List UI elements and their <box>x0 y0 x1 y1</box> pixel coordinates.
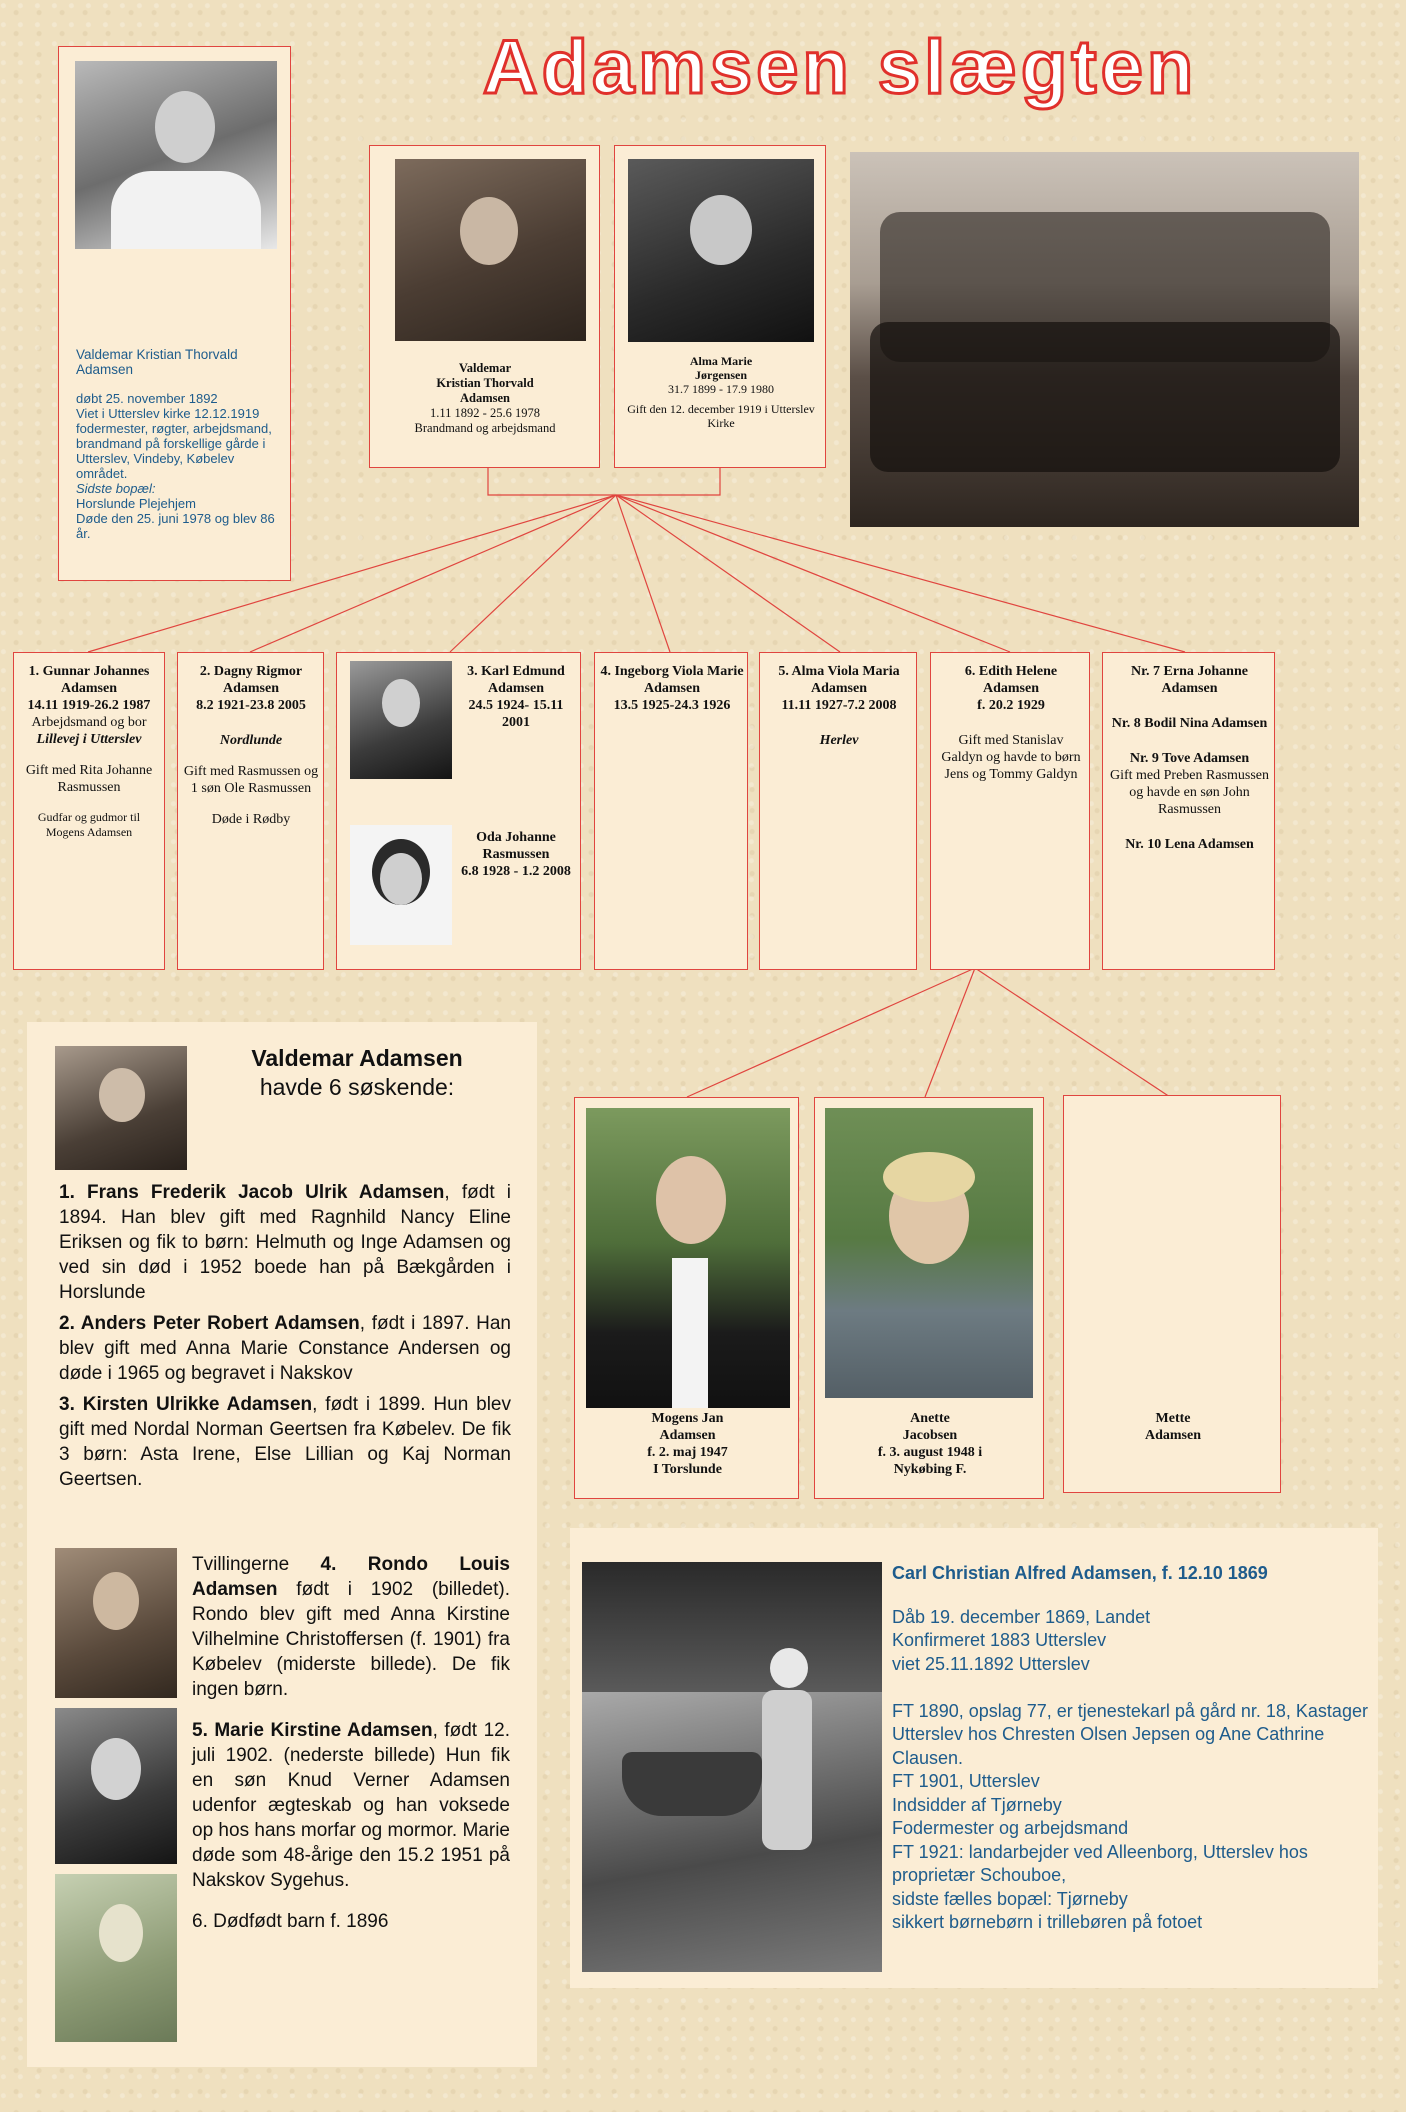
mother-photo <box>628 159 814 342</box>
child-dates: 8.2 1921-23.8 2005 <box>196 698 306 713</box>
family-group-photo <box>850 152 1359 527</box>
child-note: Gift med Rita Johanne Rasmussen <box>25 763 153 795</box>
grandchild-card-mogens <box>574 1097 799 1499</box>
father-photo <box>395 159 586 341</box>
child-card-7-10 <box>1102 652 1275 970</box>
grandchild-name: Jacobsen <box>902 1428 958 1443</box>
father-name: Adamsen <box>459 391 510 405</box>
child-place: Lillevej i Utterslev <box>36 732 142 747</box>
valdemar-info-card <box>58 46 291 581</box>
sibling-5-name: 5. Marie Kirstine Adamsen <box>192 1720 433 1741</box>
anette-photo <box>825 1108 1033 1398</box>
grandchild-name: Anette <box>910 1411 950 1426</box>
child-dates: 11.11 1927-7.2 2008 <box>781 698 897 713</box>
child-card-4 <box>594 652 748 970</box>
father-name: Valdemar <box>458 361 512 375</box>
valdemar-card-residence: Horslunde Plejehjem <box>76 496 196 511</box>
child-name: 5. Alma Viola Maria Adamsen <box>778 664 900 696</box>
sibling-2-text: , født i 1897. Han blev gift med Anna Marie Constance Andersen og døde i 1965 og begravet i Nakskov <box>59 1313 511 1384</box>
child-name: 3. Karl Edmund Adamsen <box>467 664 565 696</box>
child-card-1 <box>13 652 165 970</box>
child-note: Gift med Stanislav Galdyn og havde to børn Jens og Tommy Galdyn <box>941 733 1081 782</box>
siblings-panel <box>27 1022 537 2067</box>
valdemar-card-death: Døde den 25. juni 1978 og blev 86 år. <box>76 511 275 541</box>
grandchild-name: Adamsen <box>659 1428 716 1443</box>
valdemar-portrait-photo <box>75 61 277 249</box>
child-note: Gudfar og gudmor til Mogens Adamsen <box>37 810 141 839</box>
sibling-6-text: 6. Dødfødt barn f. 1896 <box>192 1911 389 1932</box>
page-title: Adamsen slægten <box>482 25 1198 110</box>
child-place: Herlev <box>819 733 859 748</box>
mother-name: Alma Marie <box>689 354 753 368</box>
child-name: Nr. 10 Lena Adamsen <box>1125 837 1254 852</box>
carl-wheelbarrow-photo <box>582 1562 882 1972</box>
carl-line: viet 25.11.1892 Utterslev <box>892 1653 1090 1674</box>
child-name: 4. Ingeborg Viola Marie Adamsen <box>600 664 744 696</box>
father-card <box>369 145 600 468</box>
sibling-3-text: , født i 1899. Hun blev gift med Nordal Norman Geertsen fra Købelev. De fik 3 børn: Asta Irene, Else Lillian og Kaj Norman Geertsen. <box>59 1394 511 1490</box>
child-name: Nr. 7 Erna Johanne Adamsen <box>1131 664 1248 696</box>
child-dates: 14.11 1919-26.2 1987 <box>27 698 151 713</box>
mother-dates: 31.7 1899 - 17.9 1980 <box>668 382 774 396</box>
mother-note: Gift den 12. december 1919 i Utterslev Kirke <box>627 402 815 430</box>
spouse-name: Oda Johanne Rasmussen <box>476 830 556 862</box>
mother-card <box>614 145 826 468</box>
carl-heading: Carl Christian Alfred Adamsen, f. 12.10 1869 <box>892 1563 1268 1583</box>
valdemar-card-name: Valdemar Kristian Thorvald Adamsen <box>76 347 238 377</box>
sibling-2-name: 2. Anders Peter Robert Adamsen <box>59 1313 360 1334</box>
child-note: Gift med Rasmussen og 1 søn Ole Rasmussen <box>183 764 319 796</box>
child-name: Nr. 8 Bodil Nina Adamsen <box>1111 716 1268 731</box>
child-card-5 <box>759 652 917 970</box>
carl-line: Utterslev hos Chresten Olsen Jepsen og Ane Cathrine Clausen. <box>892 1724 1325 1768</box>
carl-line: Konfirmeret 1883 Utterslev <box>892 1630 1107 1650</box>
carl-line: sidste fælles bopæl: Tjørneby <box>892 1888 1128 1909</box>
siblings-subheading: havde 6 søskende: <box>259 1074 455 1100</box>
sibling-4-text: født i 1902 (billedet). Rondo blev gift med Anna Kirstine Vilhelmine Christoffersen (f. 1901) fra Købelev (miderste billede). De fik ingen børn. <box>192 1579 510 1700</box>
child-dates: 24.5 1924- 15.11 2001 <box>468 698 564 730</box>
child-name: 6. Edith Helene Adamsen <box>964 664 1058 696</box>
carl-line: FT 1921: landarbejder ved Alleenborg, Utterslev hos proprietær Schouboe, <box>892 1841 1308 1885</box>
karl-photo <box>350 661 452 779</box>
grandchild-name: f. 3. august 1948 i <box>877 1445 983 1460</box>
mogens-photo <box>586 1108 790 1408</box>
child-card-6 <box>930 652 1090 970</box>
father-name: Kristian Thorvald <box>436 376 534 390</box>
valdemar-card-line: Viet i Utterslev kirke 12.12.1919 <box>76 406 260 421</box>
carl-panel <box>570 1528 1378 1988</box>
carl-line: Dåb 19. december 1869, Landet <box>892 1606 1151 1627</box>
oda-photo <box>350 825 452 945</box>
grandchild-name: Mogens Jan <box>651 1411 724 1426</box>
sibling-3-name: 3. Kirsten Ulrikke Adamsen <box>59 1394 313 1415</box>
child-name: 2. Dagny Rigmor Adamsen <box>199 664 303 696</box>
carl-line <box>892 1676 1372 1700</box>
grandchild-name: Mette <box>1155 1411 1191 1426</box>
grandchild-name: f. 2. maj 1947 <box>647 1445 728 1460</box>
marie-photo <box>55 1874 177 2042</box>
child-dates: f. 20.2 1929 <box>977 698 1045 713</box>
carl-line: FT 1901, Utterslev <box>892 1771 1040 1791</box>
child-card-3 <box>336 652 581 970</box>
grandchild-name: I Torslunde <box>653 1462 722 1477</box>
carl-line: FT 1890, opslag 77, er tjenestekarl på gård nr. 18, Kastager <box>892 1700 1368 1721</box>
carl-line: Fodermester og arbejdsmand <box>892 1818 1129 1838</box>
siblings-heading: Valdemar Adamsen <box>251 1045 463 1071</box>
child-name: Nr. 9 Tove Adamsen <box>1129 751 1250 766</box>
carl-line: Indsidder af Tjørneby <box>892 1794 1062 1815</box>
grandchild-card-mette <box>1063 1095 1281 1493</box>
valdemar-card-line: døbt 25. november 1892 <box>76 391 218 406</box>
valdemar-small-photo <box>55 1046 187 1170</box>
grandchild-card-anette <box>814 1097 1044 1499</box>
child-dates: 13.5 1925-24.3 1926 <box>613 698 731 713</box>
child-name: 1. Gunnar Johannes Adamsen <box>28 664 150 696</box>
anna-photo <box>55 1708 177 1864</box>
valdemar-card-residence-label: Sidste bopæl: <box>76 481 156 496</box>
mother-name: Jørgensen <box>695 368 747 382</box>
father-occupation: Brandmand og arbejdsmand <box>414 421 556 435</box>
sibling-1-name: 1. Frans Frederik Jacob Ulrik Adamsen <box>59 1182 445 1203</box>
grandchild-name: Adamsen <box>1144 1428 1201 1443</box>
rondo-photo <box>55 1548 177 1698</box>
sibling-4-name: 4. Rondo Louis Adamsen <box>192 1554 510 1600</box>
spouse-dates: 6.8 1928 - 1.2 2008 <box>461 864 571 879</box>
child-card-2 <box>177 652 324 970</box>
child-note: Gift med Preben Rasmussen og havde en søn John Rasmussen <box>1109 768 1270 817</box>
sibling-4-pre: Tvillingerne <box>192 1554 321 1575</box>
carl-line: sikkert børnebørn i trillebøren på fotoet <box>892 1912 1203 1932</box>
valdemar-card-line: fodermester, røgter, arbejdsmand, brandmand på forskellige gårde i Utterslev, Vindeby, Købelev området. <box>76 421 272 481</box>
child-note: Arbejdsmand og bor <box>31 715 147 730</box>
child-place: Nordlunde <box>219 733 283 748</box>
sibling-1-text: , født i 1894. Han blev gift med Ragnhild Nancy Eline Eriksen og fik to børn: Helmuth og Inge Adamsen og ved sin død i 1952 boede han på Bækgården i Horslunde <box>59 1182 512 1303</box>
father-dates: 1.11 1892 - 25.6 1978 <box>430 406 540 420</box>
child-note: Døde i Rødby <box>211 812 291 827</box>
grandchild-name: Nykøbing F. <box>893 1462 967 1477</box>
sibling-5-text: , født 12. juli 1902. (nederste billede) Hun fik en søn Knud Verner Adamsen udenfor ægteskab og han voksede op hos hans morfar og mormor. Marie døde som 48-årige den 15.2 1951 på Nakskov Sygehus. <box>192 1720 510 1891</box>
